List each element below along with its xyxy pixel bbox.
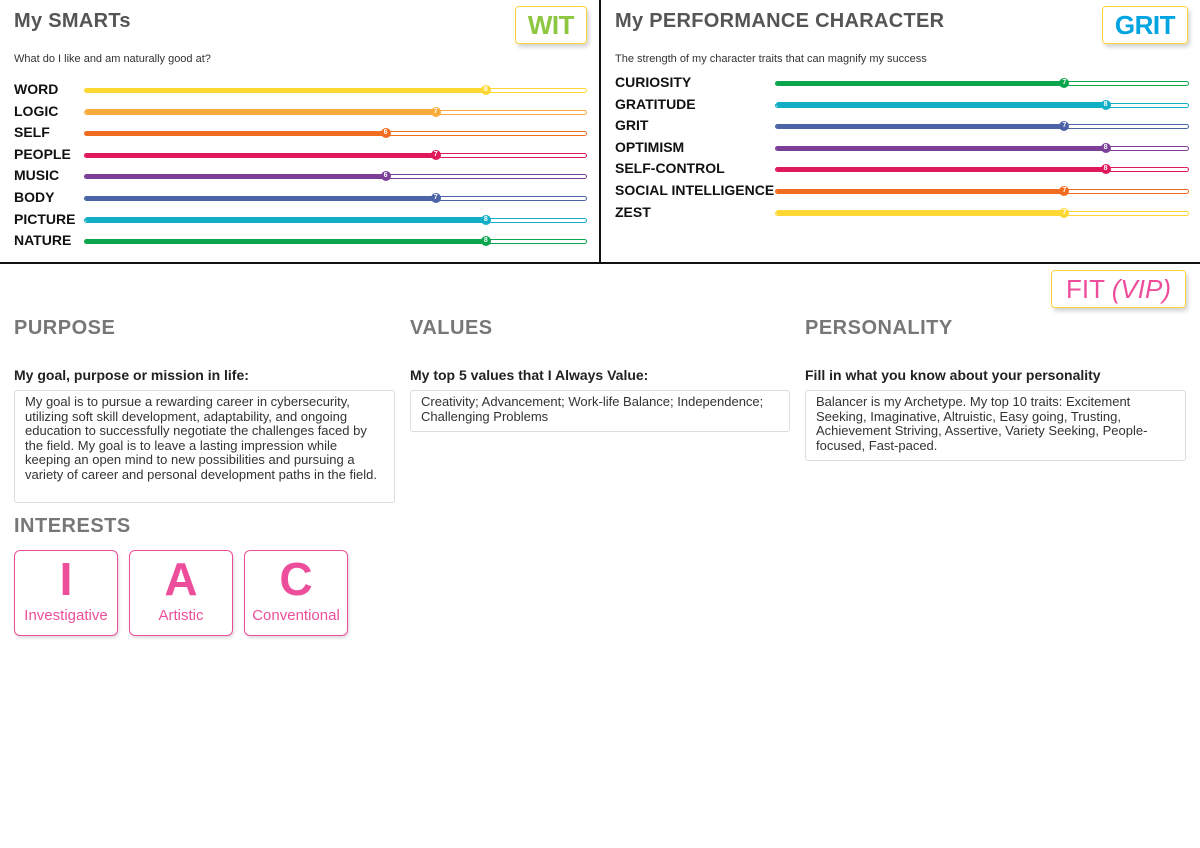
smart-bar-value-knob: 6 bbox=[381, 128, 391, 138]
smart-bar-track bbox=[84, 107, 587, 115]
interest-name: Artistic bbox=[158, 607, 204, 624]
character-bar-track bbox=[775, 81, 1189, 86]
smarts-title: My SMARTs bbox=[14, 10, 131, 32]
smart-bar-row bbox=[14, 210, 589, 230]
smart-bar-track bbox=[84, 239, 587, 244]
smart-bar-fill bbox=[85, 217, 486, 222]
character-bar-label: ZEST bbox=[615, 203, 651, 220]
smart-bar-value-knob: 8 bbox=[481, 236, 491, 246]
interest-card-artistic bbox=[129, 550, 233, 636]
fit-badge-vip: (VIP) bbox=[1111, 274, 1171, 304]
character-bar-value-knob: 8 bbox=[1101, 143, 1111, 153]
smart-bar-track bbox=[84, 88, 587, 93]
smart-bar-fill bbox=[85, 174, 386, 179]
character-bar-label: OPTIMISM bbox=[615, 138, 685, 155]
smart-bar-value-knob: 7 bbox=[431, 193, 441, 203]
smart-bar-fill bbox=[85, 196, 436, 201]
character-bar-fill bbox=[776, 81, 1064, 86]
character-bar-track bbox=[775, 100, 1189, 108]
character-bar-label: SOCIAL INTELLIGENCE bbox=[615, 182, 775, 198]
smart-bar-value-knob: 8 bbox=[481, 215, 491, 225]
smarts-subtitle: What do I like and am naturally good at? bbox=[14, 53, 211, 65]
interests-heading: INTERESTS bbox=[14, 515, 131, 537]
values-prompt: My top 5 values that I Always Value: bbox=[410, 367, 649, 383]
character-bar-track bbox=[775, 189, 1189, 194]
smart-bar-label: BODY bbox=[14, 189, 55, 205]
smart-bar-value-knob: 6 bbox=[381, 171, 391, 181]
performance-character-panel bbox=[601, 0, 1200, 262]
interest-letter: I bbox=[59, 553, 73, 605]
character-bar-value-knob: 8 bbox=[1101, 100, 1111, 110]
smarts-panel bbox=[0, 0, 601, 262]
smart-bar-track bbox=[84, 150, 587, 158]
interest-letter: A bbox=[164, 553, 198, 605]
character-bar-track bbox=[775, 124, 1189, 129]
character-bar-row bbox=[615, 95, 1190, 115]
grit-badge: GRIT bbox=[1102, 6, 1188, 44]
smart-bar-value-knob: 7 bbox=[431, 150, 441, 160]
smart-bar-row bbox=[14, 166, 589, 186]
character-bar-value-knob: 8 bbox=[1101, 164, 1111, 174]
smart-bar-fill bbox=[85, 131, 386, 136]
fit-vip-badge bbox=[1051, 270, 1186, 308]
interest-letter: C bbox=[279, 553, 313, 605]
personality-textbox[interactable]: Balancer is my Archetype. My top 10 traits: Excitement Seeking, Imaginative, Altruistic, Easy going, Trusting, Achievement Striving, Assertive, Variety Seeking, People-focused, Fast-paced. bbox=[805, 390, 1186, 461]
smart-bar-label: NATURE bbox=[14, 232, 72, 249]
interest-card-investigative bbox=[14, 550, 118, 636]
purpose-textbox[interactable]: My goal is to pursue a rewarding career in cybersecurity, utilizing soft skill development, adaptability, and ongoing education to successfully negotiate the challenges faced by the field. My goal is to leave a lasting impression while keeping an open mind to new possibilities and pursuing a variety of career and personal development paths in the field. bbox=[14, 390, 395, 503]
smart-bar-track bbox=[84, 174, 587, 179]
interest-name: Conventional bbox=[252, 607, 340, 624]
fit-badge-main: FIT bbox=[1066, 274, 1105, 304]
performance-character-title: My PERFORMANCE CHARACTER bbox=[615, 10, 945, 32]
character-bar-value-knob: 7 bbox=[1059, 78, 1069, 88]
smart-bar-label: PEOPLE bbox=[14, 145, 71, 162]
character-bar-fill bbox=[776, 210, 1064, 215]
smart-bar-row bbox=[14, 80, 589, 100]
character-bar-fill bbox=[776, 146, 1106, 151]
smart-bar-fill bbox=[85, 153, 436, 158]
smart-bar-value-knob: 8 bbox=[481, 85, 491, 95]
smart-bar-row bbox=[14, 231, 589, 251]
smart-bar-row bbox=[14, 102, 589, 122]
character-bar-label: SELF-CONTROL bbox=[615, 160, 725, 177]
smart-bar-label: LOGIC bbox=[14, 102, 59, 119]
character-bar-label: GRATITUDE bbox=[615, 95, 696, 112]
wit-badge: WIT bbox=[515, 6, 587, 44]
character-bar-fill bbox=[776, 102, 1106, 107]
character-bar-value-knob: 7 bbox=[1059, 186, 1069, 196]
smart-bar-fill bbox=[85, 109, 436, 114]
smart-bar-row bbox=[14, 123, 589, 143]
character-bar-row bbox=[615, 203, 1190, 223]
character-bar-row bbox=[615, 159, 1190, 179]
interest-card-conventional bbox=[244, 550, 348, 636]
character-bar-row bbox=[615, 138, 1190, 158]
character-bar-track bbox=[775, 143, 1189, 151]
character-bar-fill bbox=[776, 189, 1064, 194]
smart-bar-track bbox=[84, 131, 587, 136]
character-bar-fill bbox=[776, 167, 1106, 172]
character-bar-track bbox=[775, 208, 1189, 216]
smart-bar-row bbox=[14, 188, 589, 208]
smart-bar-label: PICTURE bbox=[14, 210, 76, 227]
smart-bar-row bbox=[14, 145, 589, 165]
character-bar-label: CURIOSITY bbox=[615, 74, 692, 90]
character-bar-row bbox=[615, 181, 1190, 201]
smart-bar-fill bbox=[85, 88, 486, 93]
character-bar-row bbox=[615, 116, 1190, 136]
values-textbox[interactable]: Creativity; Advancement; Work-life Balance; Independence; Challenging Problems bbox=[410, 390, 790, 432]
character-bar-label: GRIT bbox=[615, 117, 649, 134]
character-bar-row bbox=[615, 73, 1190, 93]
character-bar-value-knob: 7 bbox=[1059, 121, 1069, 131]
personality-heading: PERSONALITY bbox=[805, 317, 953, 339]
smart-bar-label: WORD bbox=[14, 81, 59, 97]
smart-bar-fill bbox=[85, 239, 486, 244]
values-heading: VALUES bbox=[410, 317, 493, 339]
interest-name: Investigative bbox=[24, 607, 108, 624]
personality-prompt: Fill in what you know about your personality bbox=[805, 367, 1101, 383]
smart-bar-value-knob: 7 bbox=[431, 107, 441, 117]
character-bar-value-knob: 7 bbox=[1059, 208, 1069, 218]
smart-bar-label: MUSIC bbox=[14, 167, 60, 184]
smart-bar-label: SELF bbox=[14, 124, 50, 141]
smart-bar-track bbox=[84, 196, 587, 201]
character-bar-track bbox=[775, 167, 1189, 172]
smart-bar-track bbox=[84, 215, 587, 223]
purpose-heading: PURPOSE bbox=[14, 317, 116, 339]
performance-character-subtitle: The strength of my character traits that can magnify my success bbox=[615, 53, 927, 65]
character-bar-fill bbox=[776, 124, 1064, 129]
purpose-prompt: My goal, purpose or mission in life: bbox=[14, 367, 249, 383]
section-divider bbox=[0, 262, 1200, 264]
